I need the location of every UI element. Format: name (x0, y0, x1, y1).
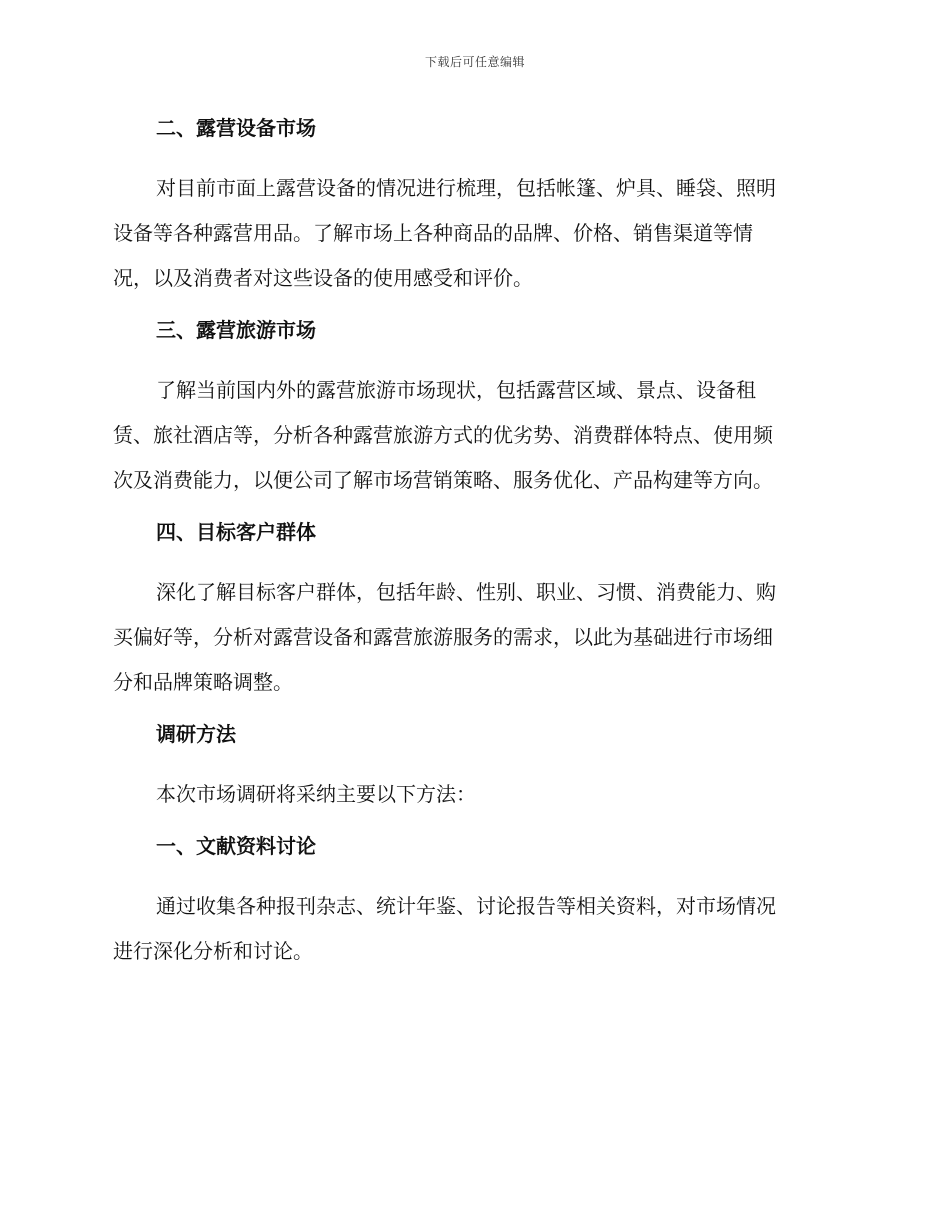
section-camping-equipment (113, 112, 833, 301)
section-heading: 四、目标客户群体 (156, 520, 316, 544)
page-header: 下载后可任意编辑 (424, 55, 525, 69)
section-research-methods (113, 718, 833, 817)
section-heading: 二、露营设备市场 (156, 116, 316, 140)
paragraph-line: 了解当前国内外的露营旅游市场现状，包括露营区域、景点、设备租 (156, 378, 756, 402)
paragraph-line: 深化了解目标客户群体，包括年龄、性别、职业、习惯、消费能力、购 (156, 580, 776, 604)
paragraph-line: 进行深化分析和讨论。 (113, 939, 313, 963)
section-target-customers (113, 516, 833, 705)
paragraph (113, 884, 833, 974)
document-body (113, 112, 833, 987)
paragraph-line: 设备等各种露营用品。了解市场上各种商品的品牌、价格、销售渠道等情 (113, 221, 753, 245)
paragraph (113, 772, 833, 817)
paragraph-line: 况，以及消费者对这些设备的使用感受和评价。 (113, 266, 533, 290)
paragraph (113, 570, 833, 705)
paragraph (113, 368, 833, 503)
paragraph-line: 对目前市面上露营设备的情况进行梳理，包括帐篷、炉具、睡袋、照明 (156, 176, 776, 200)
paragraph (113, 166, 833, 301)
paragraph-line: 分和品牌策略调整。 (113, 670, 293, 694)
section-heading: 三、露营旅游市场 (156, 318, 316, 342)
paragraph-line: 次及消费能力，以便公司了解市场营销策略、服务优化、产品构建等方向。 (113, 468, 773, 492)
paragraph-line: 买偏好等，分析对露营设备和露营旅游服务的需求，以此为基础进行市场细 (113, 625, 773, 649)
section-literature-review (113, 830, 833, 974)
section-heading: 一、文献资料讨论 (156, 834, 316, 858)
section-heading: 调研方法 (156, 722, 236, 746)
paragraph-line: 通过收集各种报刊杂志、统计年鉴、讨论报告等相关资料，对市场情况 (156, 894, 776, 918)
paragraph-line: 本次市场调研将采纳主要以下方法： (156, 782, 476, 806)
paragraph-line: 赁、旅社酒店等，分析各种露营旅游方式的优劣势、消费群体特点、使用频 (113, 423, 773, 447)
section-camping-tourism (113, 314, 833, 503)
